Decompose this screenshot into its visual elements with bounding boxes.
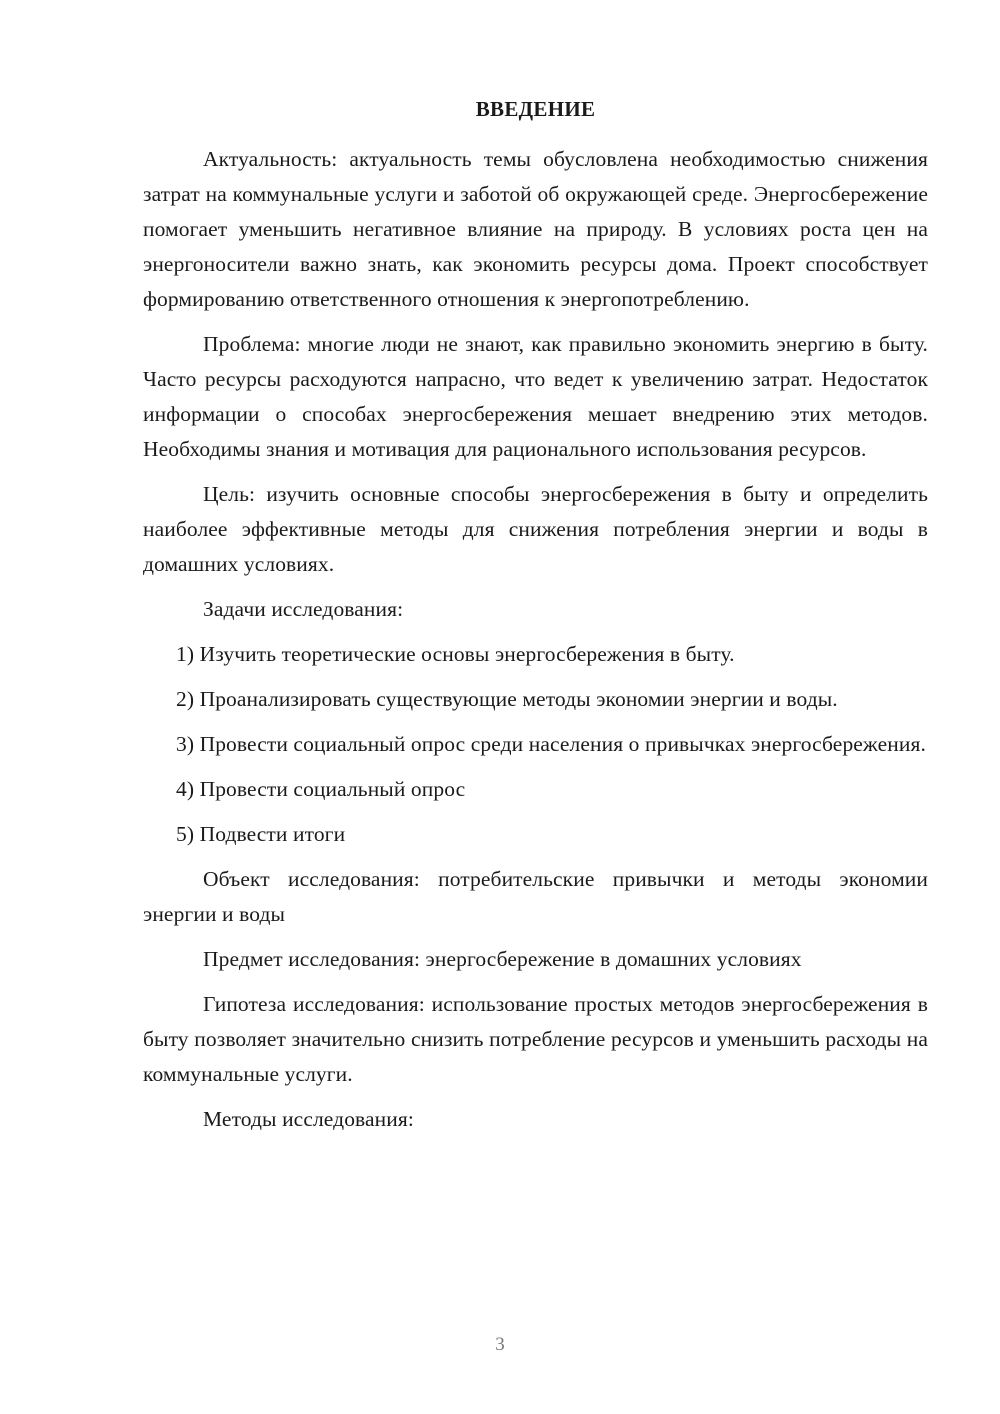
- page-number: 3: [495, 1334, 505, 1355]
- task-item-5: 5) Подвести итоги: [176, 822, 346, 846]
- task-item-2: 2) Проанализировать существующие методы экономии энергии и воды.: [176, 687, 838, 711]
- hypothesis-paragraph: Гипотеза исследования: использование простых методов энергосбережения в быту позволяет значительно снизить потребление ресурсов и уменьшить расходы на коммунальные услуги.: [143, 992, 928, 1086]
- object-paragraph: Объект исследования: потребительские привычки и методы экономии энергии и воды: [143, 867, 928, 926]
- document-page: [143, 92, 928, 1147]
- task-item-1: 1) Изучить теоретические основы энергосбережения в быту.: [176, 642, 735, 666]
- task-item-3: 3) Провести социальный опрос среди населения о привычках энергосбережения.: [176, 732, 926, 756]
- relevance-paragraph: Актуальность: актуальность темы обусловлена необходимостью снижения затрат на коммунальные услуги и заботой об окружающей среде. Энергосбережение помогает уменьшить негативное влияние на природу. В условиях роста цен на энергоносители важно знать, как экономить ресурсы дома. Проект способствует формированию ответственного отношения к энергопотреблению.: [143, 147, 928, 311]
- tasks-heading: Задачи исследования:: [203, 597, 404, 621]
- task-item-4: 4) Провести социальный опрос: [176, 777, 466, 801]
- goal-paragraph: Цель: изучить основные способы энергосбережения в быту и определить наиболее эффективные методы для снижения потребления энергии и воды в домашних условиях.: [143, 482, 928, 576]
- methods-heading: Методы исследования:: [203, 1107, 414, 1131]
- problem-paragraph: Проблема: многие люди не знают, как правильно экономить энергию в быту. Часто ресурсы расходуются напрасно, что ведет к увеличению затрат. Недостаток информации о способах энергосбережения мешает внедрению этих методов. Необходимы знания и мотивация для рационального использования ресурсов.: [143, 332, 928, 461]
- subject-paragraph: Предмет исследования: энергосбережение в домашних условиях: [203, 947, 802, 971]
- page-title: ВВЕДЕНИЕ: [475, 97, 596, 121]
